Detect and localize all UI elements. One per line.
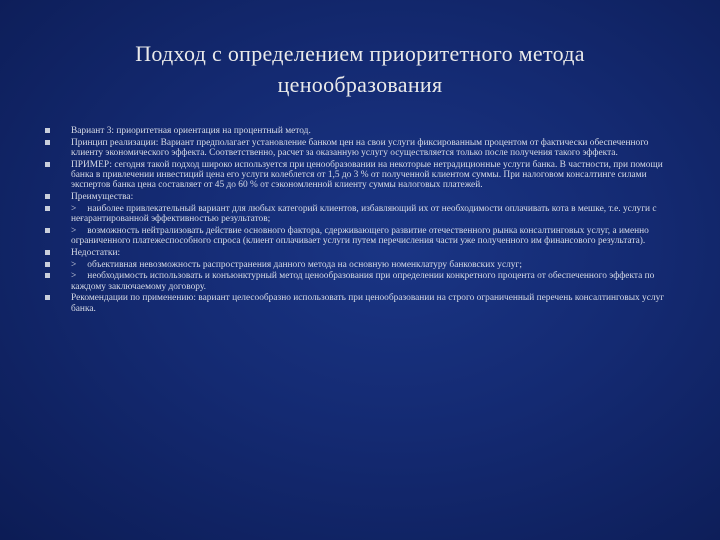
- square-bullet-icon: [45, 273, 50, 278]
- list-item: [44, 260, 680, 270]
- square-bullet-icon: [45, 140, 50, 145]
- list-item: [44, 204, 680, 224]
- gt-marker: >: [71, 203, 77, 214]
- gt-marker: >: [71, 225, 77, 236]
- list-item: [44, 126, 680, 136]
- title-line-1: Подход с определением приоритетного метода: [135, 41, 585, 66]
- square-bullet-icon: [45, 206, 50, 211]
- list-item: [44, 138, 680, 158]
- gt-marker: >: [71, 271, 77, 282]
- item-text: Преимущества:: [71, 192, 134, 202]
- list-item: [44, 271, 680, 291]
- square-bullet-icon: [45, 162, 50, 167]
- square-bullet-icon: [45, 194, 50, 199]
- item-text: наиболее привлекательный вариант для любых категорий клиентов, избавляющий их от необходимости оплачивать кота в мешке, т.е. услуги с неғарантированной эффективностью результатов;: [71, 203, 657, 224]
- list-item: [44, 248, 680, 258]
- list-item: [44, 293, 680, 313]
- square-bullet-icon: [45, 250, 50, 255]
- square-bullet-icon: [45, 128, 50, 133]
- item-text: Рекомендации по применению: вариант целесообразно использовать при ценообразовании на строго ограниченный перечень консалтинговых услуг банка.: [71, 293, 665, 314]
- list-item: [44, 160, 680, 191]
- title-line-2: ценообразования: [277, 72, 443, 97]
- square-bullet-icon: [45, 295, 50, 300]
- item-text: Недостатки:: [71, 247, 121, 258]
- square-bullet-icon: [45, 262, 50, 267]
- list-item: [44, 192, 680, 202]
- slide-title: [40, 38, 680, 100]
- bullet-list: [44, 126, 680, 315]
- item-text: Принцип реализации: Вариант предполагает установление банком цен на свои услуги фиксированным процентом от фактически обеспеченного клиенту экономического эффекта. Соответственно, расчет за оказанную услугу осуществляется только после получения такого эффекта.: [71, 137, 649, 158]
- square-bullet-icon: [45, 228, 50, 233]
- list-item: [44, 226, 680, 246]
- item-text: Вариант 3: приоритетная ориентация на процентный метод.: [71, 126, 311, 136]
- item-text: необходимость использовать и конъюнктурный метод ценообразования при определении конкретного процента от обеспеченного эффекта по каждому заключаемому договору.: [71, 271, 655, 292]
- item-text: объективная невозможность распространения данного метода на основную номенклатуру банковских услуг;: [87, 259, 522, 270]
- item-text: возможность нейтрализовать действие основного фактора, сдерживающего развитие отечественного рынка консалтинговых услуг, а именно ограниченного платежеспособного спроса (клиент оплачивает услуги путем перечисления части уже полученного им финансового результата).: [71, 225, 649, 246]
- item-text: ПРИМЕР: сегодня такой подход широко используется при ценообразовании на некоторые нетрадиционные услуги банка. В частности, при помощи банка в привлечении инвестиций цена его услуги колеблется от 1,5 до 3 % от полученной клиентом суммы. При налоговом консалтинге силами экспертов банка цена составляет от 45 до 60 % от сэкономленной клиенту суммы налоговых платежей.: [71, 159, 663, 191]
- gt-marker: >: [71, 259, 77, 270]
